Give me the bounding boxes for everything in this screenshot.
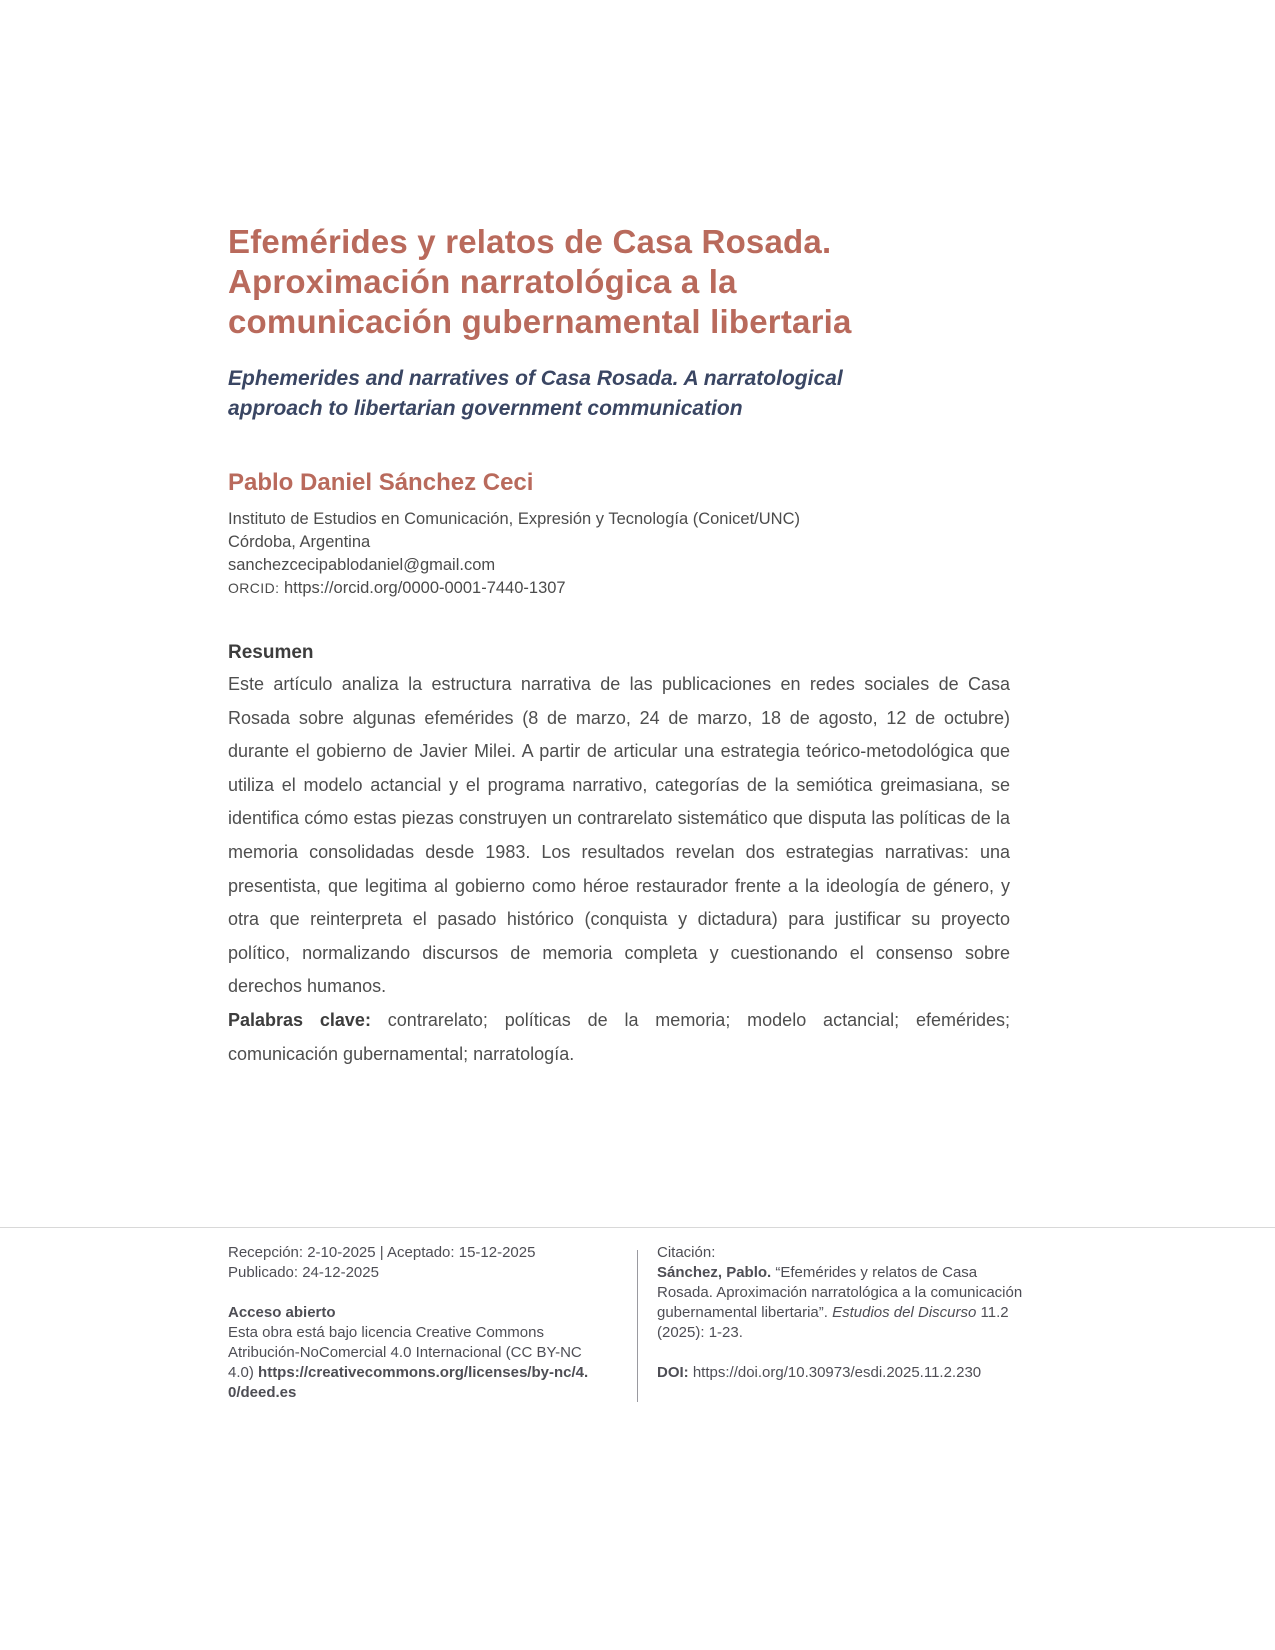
license-paragraph bbox=[228, 1323, 596, 1403]
article-subtitle-line-2: approach to libertarian government communication bbox=[228, 397, 743, 420]
article-subtitle-line-1: Ephemerides and narratives of Casa Rosada. A narratological bbox=[228, 367, 843, 390]
keywords-label: Palabras clave: bbox=[228, 1009, 371, 1030]
doi-link[interactable]: https://doi.org/10.30973/esdi.2025.11.2.230 bbox=[692, 1364, 982, 1381]
citation-author: Sánchez, Pablo. bbox=[657, 1264, 772, 1281]
license-text: Esta obra está bajo licencia Creative Commons Atribución-NoComercial 4.0 Internacional (CC BY-NC 4.0) bbox=[228, 1324, 582, 1381]
citation-paragraph bbox=[657, 1263, 1035, 1343]
license-link[interactable]: https://creativecommons.org/licenses/by-nc/4.0/deed.es bbox=[228, 1364, 589, 1401]
author-affiliation bbox=[228, 508, 988, 600]
citation-journal: Estudios del Discurso bbox=[832, 1304, 977, 1321]
footer-divider-horizontal bbox=[0, 1227, 1275, 1228]
affiliation-location: Córdoba, Argentina bbox=[228, 533, 371, 551]
abstract-text: Este artículo analiza la estructura narrativa de las publicaciones en redes sociales de Casa Rosada sobre algunas efemérides (8 de marzo, 24 de marzo, 18 de agosto, 12 de octubre) durante el gobierno de Javier Milei. A partir de articular una estrategia teórico-metodológica que utiliza el modelo actancial y el programa narrativo, categorías de la semiótica greimasiana, se identifica cómo estas piezas construyen un contrarelato sistemático que disputa las políticas de la memoria consolidadas desde 1983. Los resultados revelan dos estrategias narrativas: una presentista, que legitima al gobierno como héroe restaurador frente a la ideología de género, y otra que reinterpreta el pasado histórico (conquista y dictadura) para justificar su proyecto político, normalizando discursos de memoria completa y cuestionando el consenso sobre derechos humanos. bbox=[228, 674, 1010, 997]
abstract-block bbox=[228, 668, 1010, 1071]
published-date: Publicado: 24-12-2025 bbox=[228, 1264, 379, 1281]
article-title-line-3: comunicación gubernamental libertaria bbox=[228, 303, 852, 340]
citation-label: Citación: bbox=[657, 1244, 716, 1261]
keywords-paragraph bbox=[228, 1004, 1010, 1071]
affiliation-institute: Instituto de Estudios en Comunicación, Expresión y Tecnología (Conicet/UNC) bbox=[228, 510, 800, 528]
article-title-line-1: Efemérides y relatos de Casa Rosada. bbox=[228, 223, 832, 260]
citation-body: “Efemérides y relatos de Casa Rosada. Aproximación narratológica a la comunicación gubernamental libertaria”. bbox=[657, 1264, 1023, 1321]
orcid-label: ORCID: bbox=[228, 580, 280, 596]
keywords-text: contrarelato; políticas de la memoria; modelo actancial; efemérides; comunicación gubernamental; narratología. bbox=[228, 1009, 1010, 1064]
article-title-line-2: Aproximación narratológica a la bbox=[228, 263, 737, 300]
doi-paragraph bbox=[657, 1363, 1035, 1383]
abstract-heading: Resumen bbox=[228, 642, 314, 663]
author-email[interactable]: sanchezcecipablodaniel@gmail.com bbox=[228, 556, 496, 574]
reception-dates: Recepción: 2-10-2025 | Aceptado: 15-12-2025 bbox=[228, 1244, 536, 1261]
author-name: Pablo Daniel Sánchez Ceci bbox=[228, 469, 534, 496]
footer-left-column bbox=[228, 1243, 596, 1403]
footer-right-column bbox=[657, 1243, 1035, 1383]
orcid-link[interactable]: https://orcid.org/0000-0001-7440-1307 bbox=[284, 579, 566, 597]
footer-divider-vertical bbox=[637, 1250, 638, 1402]
citation-issue: 11.2 (2025): 1-23. bbox=[657, 1304, 1009, 1341]
article-subtitle-english bbox=[228, 364, 988, 424]
footer-spacer bbox=[657, 1343, 1035, 1363]
open-access-heading: Acceso abierto bbox=[228, 1304, 336, 1321]
doi-label: DOI: bbox=[657, 1364, 689, 1381]
article-title bbox=[228, 222, 988, 342]
footer-spacer bbox=[228, 1283, 596, 1303]
author-orcid-line bbox=[228, 577, 988, 600]
